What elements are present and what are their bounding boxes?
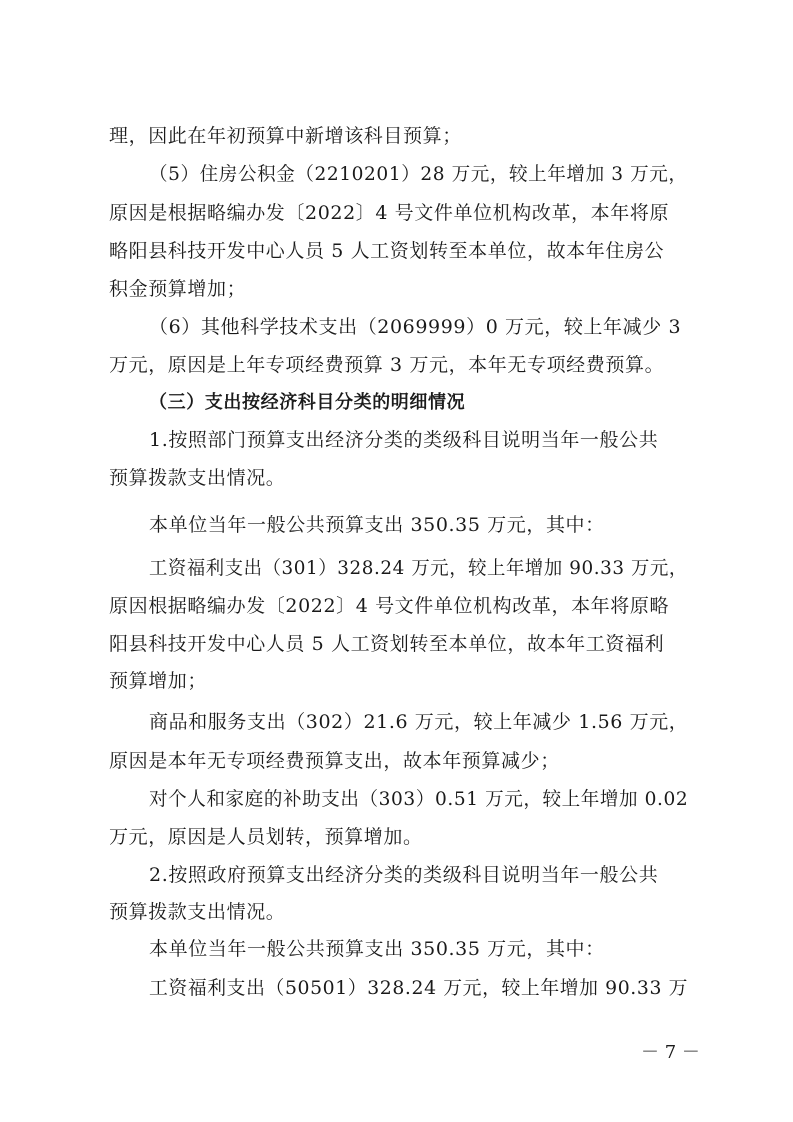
paragraph-line: 积金预算增加； xyxy=(109,278,247,300)
paragraph-line: 工资福利支出（301）328.24 万元，较上年增加 90.33 万元， xyxy=(149,557,688,579)
paragraph-line: 工资福利支出（50501）328.24 万元，较上年增加 90.33 万 xyxy=(149,977,689,999)
paragraph-line: 万元，原因是上年专项经费预算 3 万元，本年无专项经费预算。 xyxy=(109,354,665,376)
paragraph-line: 略阳县科技开发中心人员 5 人工资划转至本单位，故本年住房公 xyxy=(109,240,665,262)
page-number: － 7 － xyxy=(641,1042,700,1063)
section-heading: （三）支出按经济科目分类的明细情况 xyxy=(149,392,466,413)
paragraph-line: 理，因此在年初预算中新增该科目预算； xyxy=(109,125,462,147)
paragraph-line: 原因是本年无专项经费预算支出，故本年预算减少； xyxy=(109,750,560,772)
paragraph-line: 商品和服务支出（302）21.6 万元，较上年减少 1.56 万元， xyxy=(149,711,689,733)
paragraph-line: 1.按照部门预算支出经济分类的类级科目说明当年一般公共 xyxy=(149,429,659,451)
paragraph-line: 阳县科技开发中心人员 5 人工资划转至本单位，故本年工资福利 xyxy=(109,633,665,655)
paragraph-line: （5）住房公积金（2210201）28 万元，较上年增加 3 万元， xyxy=(149,163,688,185)
paragraph-line: （6）其他科学技术支出（2069999）0 万元，较上年减少 3 xyxy=(149,316,682,338)
paragraph-line: 对个人和家庭的补助支出（303）0.51 万元，较上年增加 0.02 xyxy=(149,788,689,810)
paragraph-line: 预算拨款支出情况。 xyxy=(109,467,286,489)
paragraph-line: 原因是根据略编办发〔2022〕4 号文件单位机构改革，本年将原 xyxy=(109,202,670,224)
paragraph-line: 万元，原因是人员划转，预算增加。 xyxy=(109,826,423,848)
paragraph-line: 预算拨款支出情况。 xyxy=(109,901,286,923)
paragraph-line: 预算增加； xyxy=(109,670,208,692)
paragraph-line: 本单位当年一般公共预算支出 350.35 万元，其中： xyxy=(149,938,605,960)
paragraph-line: 2.按照政府预算支出经济分类的类级科目说明当年一般公共 xyxy=(149,864,659,886)
paragraph-line: 原因根据略编办发〔2022〕4 号文件单位机构改革，本年将原略 xyxy=(109,595,670,617)
paragraph-line: 本单位当年一般公共预算支出 350.35 万元，其中： xyxy=(149,514,605,536)
